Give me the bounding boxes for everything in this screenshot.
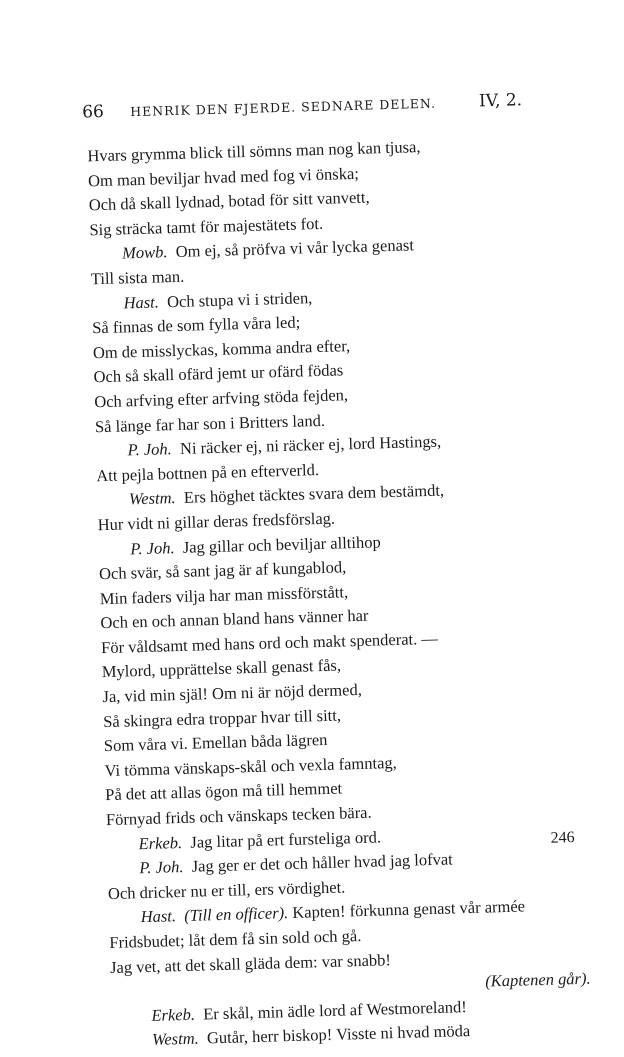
line-text: Så skingra edra troppar hvar till sitt, bbox=[102, 705, 342, 731]
line-text: Och stupa vi i striden, bbox=[166, 287, 313, 311]
line-text: Och då skall lydnad, botad för sitt vanvett, bbox=[88, 187, 370, 215]
line-text: Fridsbudet; låt dem få sin sold och gå. bbox=[109, 926, 362, 953]
act-scene: IV, 2. bbox=[478, 90, 523, 112]
line-text: Och arfving efter arfving stöda fejden, bbox=[94, 385, 349, 412]
signature-mark: 246 bbox=[550, 829, 575, 847]
line-text: Om ej, så pröfva vi vår lycka genast bbox=[175, 235, 415, 262]
line-text: Jag ger er det och håller hvad jag lofvat bbox=[191, 849, 454, 876]
speaker-name: Erkeb. bbox=[151, 1004, 196, 1025]
line-text: Om de misslyckas, komma andra efter, bbox=[92, 335, 351, 363]
line-text: Mylord, upprättelse skall genast fås, bbox=[101, 655, 342, 682]
line-text: Ja, vid min själ! Om ni är nöjd dermed, bbox=[102, 679, 363, 707]
speaker-name: Mowb. bbox=[121, 242, 168, 263]
speaker-name: Westm. bbox=[151, 1028, 199, 1050]
speaker-name: Hast. bbox=[140, 906, 177, 927]
line-text: Och en och annan bland hans vänner har bbox=[100, 605, 369, 633]
stage-direction: (Kaptenen går). bbox=[484, 968, 591, 991]
line-text: Jag litar på ert fursteliga ord. bbox=[190, 827, 382, 852]
line-text: Vi tömma vänskaps-skål och vexla famntag, bbox=[104, 752, 398, 780]
line-text: Hvars grymma blick till sömns man nog kan tjusa, bbox=[87, 137, 421, 166]
line-text: Förnyad frids och vänskaps tecken bära. bbox=[105, 802, 372, 830]
line-text: Att pejla bottnen på en efterverld. bbox=[96, 459, 320, 485]
running-title: HENRIK DEN FJERDE. SEDNARE DELEN. bbox=[129, 95, 437, 120]
speaker-name: P. Joh. bbox=[130, 537, 175, 558]
line-text: Och dricker nu er till, ers vördighet. bbox=[107, 877, 346, 903]
line-text: Ers höghet täcktes svara dem bestämdt, bbox=[183, 480, 445, 508]
speaker-name: Hast. bbox=[123, 292, 160, 312]
speaker-name: P. Joh. bbox=[139, 857, 184, 878]
speaker-name: P. Joh. bbox=[127, 439, 173, 460]
line-text: Som våra vi. Emellan båda lägren bbox=[103, 730, 328, 756]
line-text: Så finnas de som fylla våra led; bbox=[91, 312, 301, 338]
line-text: Sig sträcka tamt för majestätets fot. bbox=[89, 213, 324, 240]
line-text: Och så skall ofärd jemt ur ofärd födas bbox=[93, 360, 344, 387]
stage-direction: (Till en officer). bbox=[183, 903, 289, 926]
page-number: 66 bbox=[81, 101, 105, 123]
line-text: Jag gillar och beviljar alltihop bbox=[182, 531, 381, 557]
line-text: För våldsamt med hans ord och makt spenderat. — bbox=[100, 628, 439, 658]
line-text: Kapten! förkunna genast vår armée bbox=[292, 896, 526, 923]
line-text: Om man beviljar hvad med fog vi önska; bbox=[87, 163, 360, 190]
line-text: Ni räcker ej, ni räcker ej, lord Hastings, bbox=[179, 431, 442, 459]
line-text: Er skål, min ädle lord af Westmoreland! bbox=[202, 996, 468, 1024]
line-text: På det att allas ögon må till hemmet bbox=[105, 778, 343, 805]
speaker-name: Erkeb. bbox=[138, 832, 183, 853]
line-text: Gutår, herr biskop! Visste ni hvad möda bbox=[206, 1021, 471, 1048]
line-text: Så länge far har son i Britters land. bbox=[94, 410, 326, 436]
page-header bbox=[82, 90, 522, 126]
line-text: Min faders vilja har man missförstått, bbox=[99, 581, 349, 608]
line-text: Hur vidt ni gillar deras fredsförslag. bbox=[97, 508, 336, 535]
line-text: Jag vet, att det skall gläda dem: var snabb! bbox=[109, 949, 392, 977]
speaker-name: Westm. bbox=[128, 488, 176, 509]
line-text: Och svär, så sant jag är af kungablod, bbox=[98, 557, 347, 584]
line-text: Till sista man. bbox=[90, 266, 185, 289]
verse-text bbox=[87, 131, 592, 1054]
